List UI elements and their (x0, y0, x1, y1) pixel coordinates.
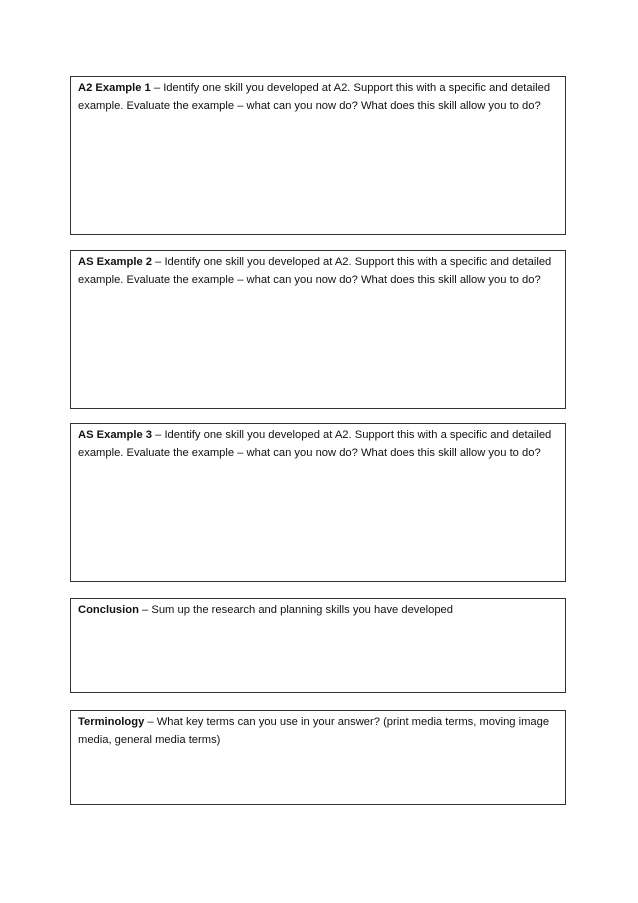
question-text (78, 254, 559, 289)
question-text (78, 602, 559, 620)
question-prompt: – Sum up the research and planning skills you have developed (138, 604, 453, 616)
question-heading: A2 Example 1 (78, 82, 151, 94)
question-prompt: – What key terms can you use in your answer? (print media terms, moving image media, general media terms) (78, 716, 550, 746)
answer-box-a2-example-1[interactable] (70, 76, 566, 235)
question-text (78, 427, 559, 462)
answer-box-terminology[interactable] (70, 710, 566, 805)
answer-box-as-example-2[interactable] (70, 250, 566, 409)
answer-box-conclusion[interactable] (70, 598, 566, 693)
question-prompt: – Identify one skill you developed at A2. Support this with a specific and detailed example. Evaluate the example – what can you now do? What does this skill allow you to do? (78, 256, 552, 286)
question-text (78, 714, 559, 749)
question-text (78, 80, 559, 115)
question-prompt: – Identify one skill you developed at A2. Support this with a specific and detailed example. Evaluate the example – what can you now do? What does this skill allow you to do? (78, 429, 552, 459)
question-heading: AS Example 2 (78, 256, 152, 268)
question-heading: AS Example 3 (78, 429, 152, 441)
question-prompt: – Identify one skill you developed at A2. Support this with a specific and detailed example. Evaluate the example – what can you now do? What does this skill allow you to do? (78, 82, 551, 112)
question-heading: Terminology (78, 716, 145, 728)
answer-box-as-example-3[interactable] (70, 423, 566, 582)
question-heading: Conclusion (78, 604, 139, 616)
